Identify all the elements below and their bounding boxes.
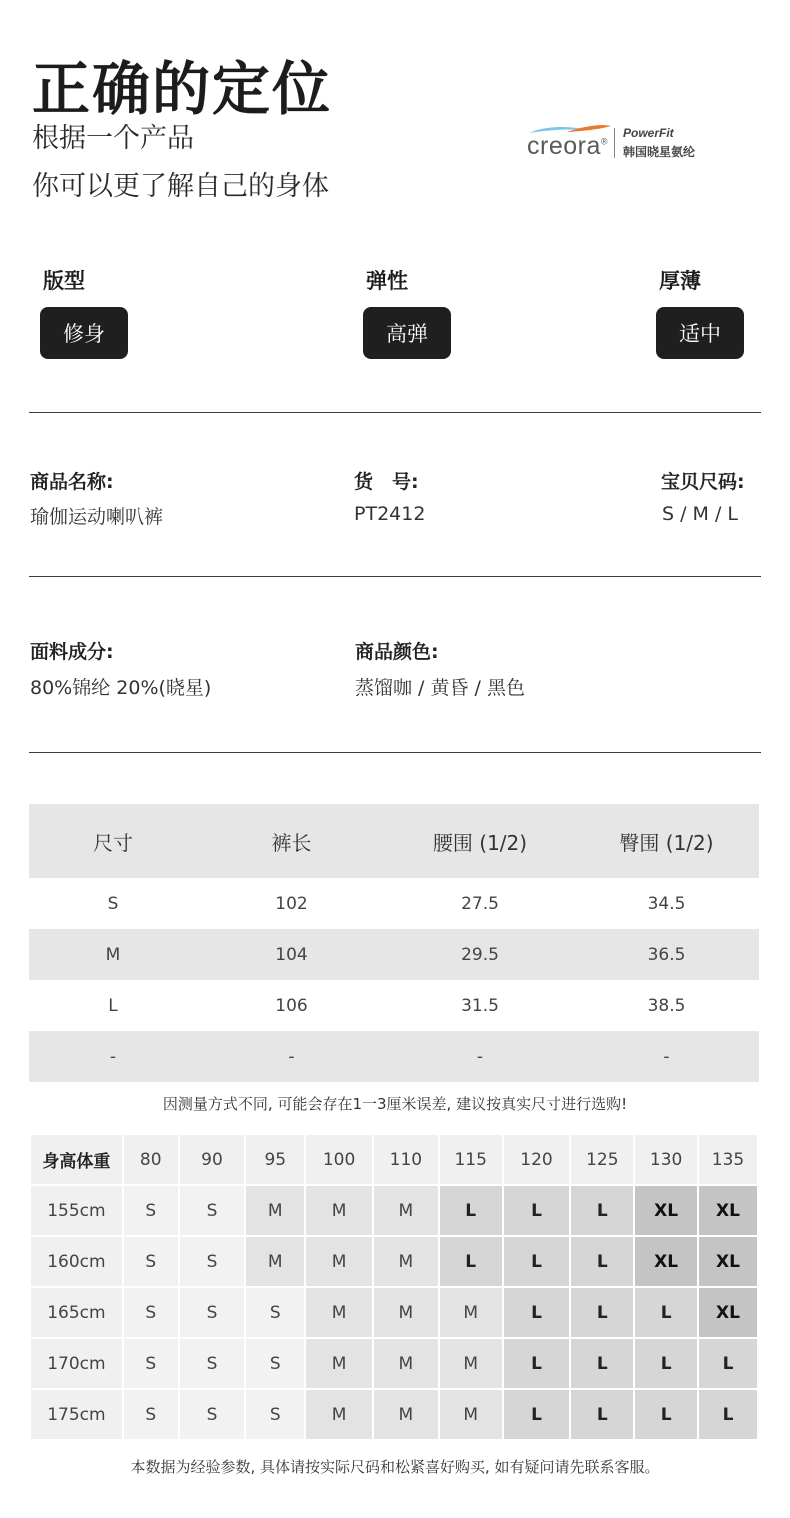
weight-header: 90 (179, 1134, 246, 1185)
attribute-elasticity (363, 265, 451, 359)
weight-header: 120 (503, 1134, 571, 1185)
color-value: 蒸馏咖 / 黄昏 / 黑色 (355, 677, 525, 699)
fit-size-cell: L (503, 1185, 571, 1236)
table-row (29, 929, 759, 980)
table-cell: - (197, 1031, 386, 1082)
fit-size-cell: L (634, 1389, 698, 1440)
fit-size-cell: L (439, 1236, 503, 1287)
table-cell: 106 (275, 995, 308, 1016)
table-cell: S (107, 893, 119, 914)
weight-header: 95 (245, 1134, 305, 1185)
subtitle-line-2: 你可以更了解自己的身体 (32, 171, 329, 202)
fit-size-cell: L (634, 1287, 698, 1338)
fit-size-cell: L (698, 1389, 758, 1440)
fit-size-cell: S (179, 1236, 246, 1287)
table-cell: 102 (275, 893, 308, 914)
weight-header: 125 (570, 1134, 634, 1185)
fit-size-cell: L (698, 1338, 758, 1389)
divider (29, 752, 761, 753)
fit-size-cell: M (305, 1338, 373, 1389)
attribute-label: 厚薄 (659, 269, 701, 293)
table-row (29, 980, 759, 1031)
height-header: 160cm (30, 1236, 123, 1287)
measurement-note: 因测量方式不同, 可能会存在1一3厘米误差, 建议按真实尺寸进行选购! (162, 1095, 628, 1113)
logo-chinese-text: 韩国晓星氨纶 (623, 145, 696, 159)
column-header: 腰围 (1/2) (386, 804, 574, 878)
fit-size-cell: L (503, 1338, 571, 1389)
logo-powerfit-text: PowerFit (623, 126, 674, 140)
table-cell: 29.5 (386, 929, 574, 980)
fit-size-cell: XL (698, 1287, 758, 1338)
fit-size-cell: S (123, 1287, 179, 1338)
product-name-value: 瑜伽运动喇叭裤 (30, 506, 164, 528)
fit-size-cell: S (245, 1287, 305, 1338)
fit-size-cell: M (439, 1338, 503, 1389)
fit-size-cell: S (179, 1287, 246, 1338)
fit-size-cell: S (123, 1185, 179, 1236)
fit-size-cell: S (123, 1389, 179, 1440)
fit-size-cell: L (634, 1338, 698, 1389)
creora-logo (527, 124, 727, 164)
fit-size-cell: L (570, 1389, 634, 1440)
fit-size-cell: M (439, 1389, 503, 1440)
fit-size-cell: L (570, 1185, 634, 1236)
fabric-label: 面料成分: (30, 641, 114, 663)
table-cell: L (108, 995, 118, 1016)
fit-size-cell: S (179, 1338, 246, 1389)
fit-size-cell: M (373, 1287, 439, 1338)
fit-size-cell: L (439, 1185, 503, 1236)
table-cell: M (29, 929, 197, 980)
page-title: 正确的定位 (32, 55, 333, 123)
weight-header: 100 (305, 1134, 373, 1185)
height-header: 175cm (30, 1389, 123, 1440)
table-row (29, 878, 759, 929)
fit-size-cell: S (179, 1389, 246, 1440)
fit-size-cell: M (305, 1185, 373, 1236)
fit-size-cell: S (245, 1338, 305, 1389)
attribute-fit (40, 265, 128, 359)
fit-table (29, 1133, 759, 1441)
fit-size-cell: L (503, 1389, 571, 1440)
color-label: 商品颜色: (355, 641, 439, 663)
fit-size-cell: M (373, 1338, 439, 1389)
table-cell: 31.5 (461, 995, 499, 1016)
weight-header: 135 (698, 1134, 758, 1185)
fit-table-row (30, 1287, 758, 1338)
fit-size-cell: XL (634, 1185, 698, 1236)
fit-size-cell: XL (698, 1185, 758, 1236)
weight-header: 110 (373, 1134, 439, 1185)
column-header: 臀围 (1/2) (574, 804, 759, 878)
fit-size-cell: M (439, 1287, 503, 1338)
weight-header: 130 (634, 1134, 698, 1185)
fit-size-cell: S (179, 1185, 246, 1236)
subtitle-line-1: 根据一个产品 (32, 123, 194, 154)
fit-size-cell: M (373, 1389, 439, 1440)
attribute-thickness (656, 265, 744, 359)
table-cell: 34.5 (647, 893, 686, 914)
fit-size-cell: M (305, 1389, 373, 1440)
divider (29, 412, 761, 413)
fit-size-cell: S (123, 1338, 179, 1389)
height-header: 165cm (30, 1287, 123, 1338)
attribute-label: 弹性 (366, 269, 408, 293)
fit-table-row (30, 1185, 758, 1236)
table-cell: - (574, 1031, 759, 1082)
fabric-value: 80%锦纶 20%(晓星) (30, 677, 212, 699)
attribute-label: 版型 (43, 269, 85, 293)
fit-size-cell: M (245, 1185, 305, 1236)
column-header: 尺寸 (29, 804, 197, 878)
fit-size-cell: M (305, 1287, 373, 1338)
divider (29, 576, 761, 577)
product-size-label: 宝贝尺码: (661, 471, 745, 493)
fit-size-cell: L (570, 1338, 634, 1389)
fit-size-cell: M (373, 1185, 439, 1236)
fit-size-cell: M (373, 1236, 439, 1287)
fit-table-row (30, 1236, 758, 1287)
fit-table-row (30, 1389, 758, 1440)
height-header: 170cm (30, 1338, 123, 1389)
attribute-badge: 适中 (656, 307, 744, 359)
table-cell: 38.5 (647, 995, 686, 1016)
product-name-label: 商品名称: (30, 471, 114, 493)
product-code-label: 货 号: (354, 471, 419, 493)
table-cell: 27.5 (461, 893, 499, 914)
weight-header: 115 (439, 1134, 503, 1185)
table-cell: 36.5 (574, 929, 759, 980)
fit-size-cell: M (245, 1236, 305, 1287)
logo-brand-text: creora® (527, 132, 609, 160)
fit-size-cell: S (245, 1389, 305, 1440)
attribute-badge: 修身 (40, 307, 128, 359)
fit-table-row (30, 1338, 758, 1389)
fit-size-cell: S (123, 1236, 179, 1287)
disclaimer-note: 本数据为经验参数, 具体请按实际尺码和松紧喜好购买, 如有疑问请先联系客服。 (130, 1458, 660, 1476)
fit-size-cell: XL (698, 1236, 758, 1287)
fit-size-cell: M (305, 1236, 373, 1287)
corner-header: 身高体重 (30, 1134, 123, 1185)
table-row (29, 1031, 759, 1082)
fit-size-cell: L (503, 1287, 571, 1338)
weight-header: 80 (123, 1134, 179, 1185)
column-header: 裤长 (197, 804, 386, 878)
product-size-value: S / M / L (662, 503, 738, 525)
product-code-value: PT2412 (354, 503, 426, 525)
size-table-header (29, 804, 759, 878)
table-cell: - (386, 1031, 574, 1082)
size-table (29, 804, 759, 1082)
height-header: 155cm (30, 1185, 123, 1236)
table-cell: - (29, 1031, 197, 1082)
fit-size-cell: L (570, 1236, 634, 1287)
table-cell: 104 (197, 929, 386, 980)
fit-table-header (30, 1134, 758, 1185)
fit-size-cell: L (503, 1236, 571, 1287)
fit-size-cell: L (570, 1287, 634, 1338)
fit-size-cell: XL (634, 1236, 698, 1287)
logo-divider (614, 128, 615, 158)
attribute-badge: 高弹 (363, 307, 451, 359)
